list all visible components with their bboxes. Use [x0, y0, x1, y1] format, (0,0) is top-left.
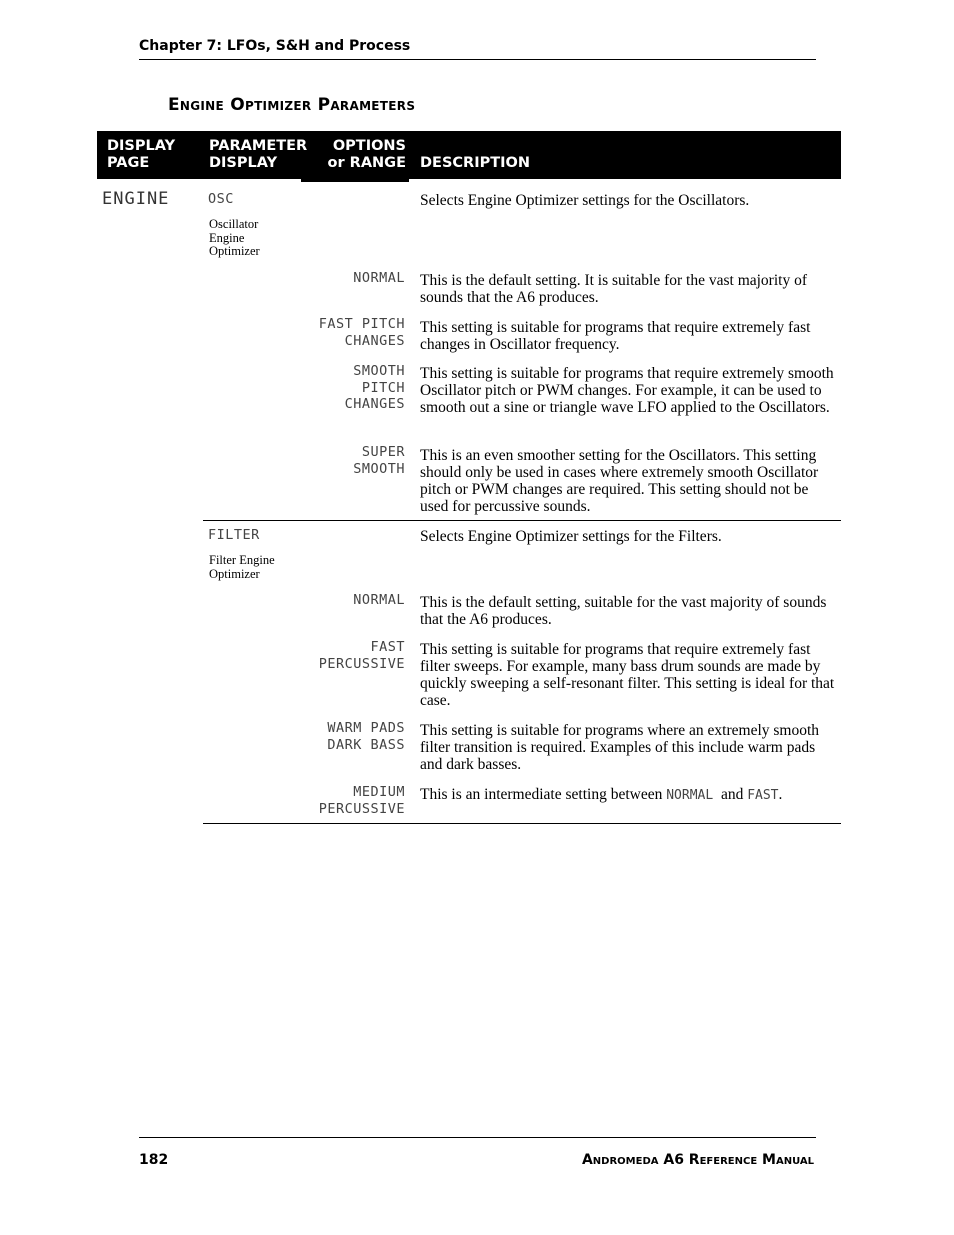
header-options: OPTIONS or RANGE [327, 138, 406, 171]
inline-normal: NORMAL [666, 788, 714, 803]
filter-option-normal-desc: This is the default setting, suitable for the vast majority of sounds that the A6 produces. [420, 594, 827, 628]
footer-rule [139, 1137, 816, 1138]
osc-option-normal: NORMAL [353, 270, 405, 286]
osc-section-divider [203, 520, 841, 521]
filter-option-warm-pads-dark-bass: WARM PADS DARK BASS [327, 720, 405, 753]
display-page-engine: ENGINE [102, 189, 170, 209]
filter-option-normal: NORMAL [353, 592, 405, 608]
osc-option-normal-desc: This is the default setting. It is suitable for the vast majority of sounds that the A6 produces. [420, 272, 807, 306]
filter-option-medium-percussive-desc: This is an intermediate setting between NORMAL and FAST. [420, 786, 783, 803]
filter-description: Selects Engine Optimizer settings for the Filters. [420, 528, 722, 545]
manual-title: Andromeda A6 Reference Manual [581, 1152, 814, 1168]
section-title: Engine Optimizer Parameters [168, 95, 416, 115]
page-number: 182 [139, 1152, 169, 1168]
inline-fast: FAST [747, 788, 779, 803]
options-column-bar [301, 179, 409, 182]
filter-option-fast-percussive: FAST PERCUSSIVE [318, 639, 405, 672]
osc-option-super-smooth: SUPER SMOOTH [353, 444, 405, 477]
filter-option-medium-percussive: MEDIUM PERCUSSIVE [318, 784, 405, 817]
header-display-page: DISPLAY PAGE [107, 138, 176, 171]
osc-option-fast-pitch-changes-desc: This setting is suitable for programs that require extremely fast changes in Oscillator frequency. [420, 319, 811, 353]
param-osc-caption: Oscillator Engine Optimizer [209, 217, 260, 258]
osc-option-smooth-pitch-changes: SMOOTH PITCH CHANGES [344, 363, 405, 412]
filter-option-warm-pads-dark-bass-desc: This setting is suitable for programs where an extremely smooth filter transition is required. Examples of this include warm pads and dark basses. [420, 722, 820, 773]
table-header [97, 131, 841, 179]
header-rule [139, 59, 816, 60]
param-filter-caption: Filter Engine Optimizer [209, 553, 275, 581]
osc-option-smooth-pitch-changes-desc: This setting is suitable for programs that require extremely smooth Oscillator pitch or PWM changes. For example, it can be used to smooth out a sine or triangle wave LFO applied to the Oscillators. [420, 365, 834, 416]
filter-option-fast-percussive-desc: This setting is suitable for programs that require extremely fast filter sweeps. For example, many bass drum sounds are made by quickly sweeping a self-resonant filter. This setting is ideal for that case. [420, 641, 835, 709]
header-parameter-display: PARAMETER DISPLAY [209, 138, 308, 171]
osc-description: Selects Engine Optimizer settings for the Oscillators. [420, 192, 750, 209]
param-osc: OSC [208, 191, 234, 207]
chapter-header: Chapter 7: LFOs, S&H and Process [139, 38, 411, 54]
table-bottom-rule [203, 823, 841, 824]
osc-option-fast-pitch-changes: FAST PITCH CHANGES [318, 316, 405, 349]
header-description: DESCRIPTION [420, 155, 530, 171]
osc-option-super-smooth-desc: This is an even smoother setting for the Oscillators. This setting should only be used in cases where extremely smooth Oscillator pitch or PWM changes are required. This setting should not be used for percussive sounds. [420, 447, 819, 515]
param-filter: FILTER [208, 527, 260, 543]
